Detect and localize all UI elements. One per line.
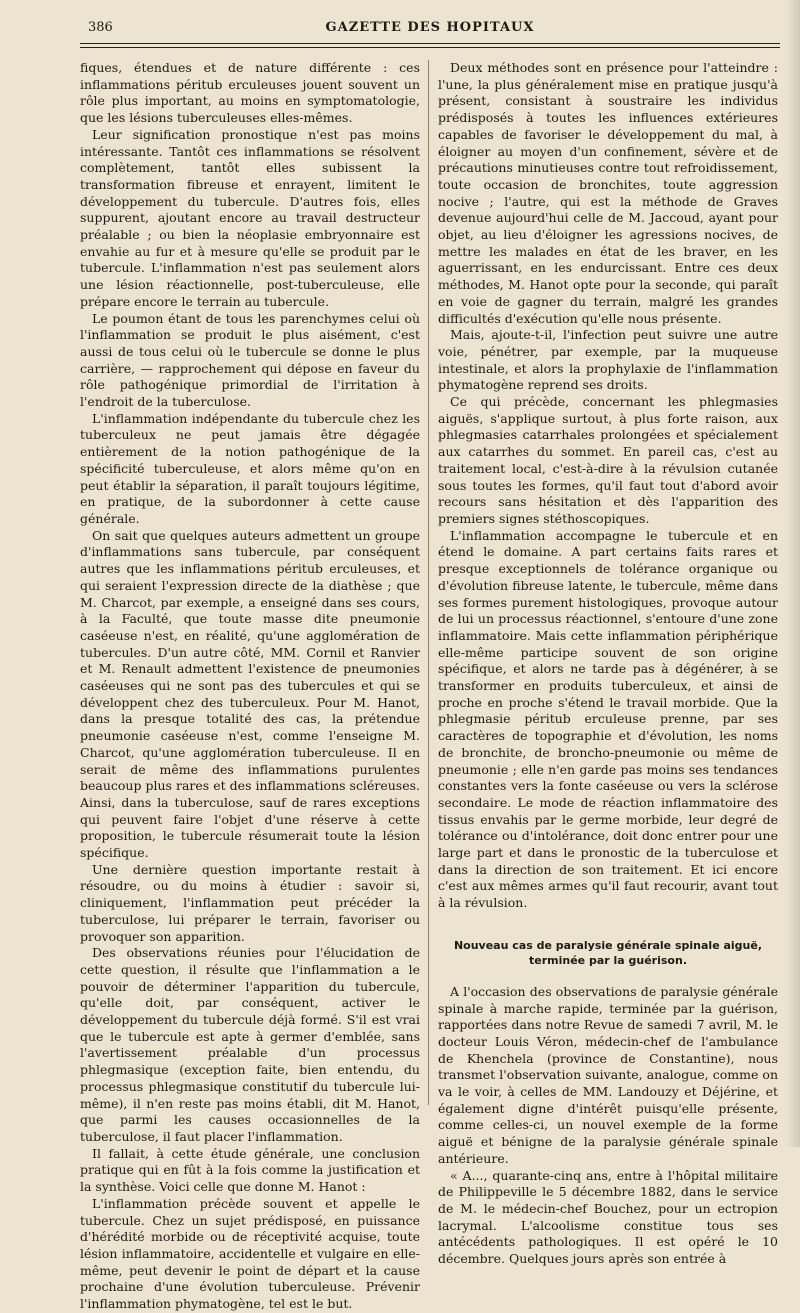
paragraph: Des observations réunies pour l'élucidation de cette question, il résulte que l'inflammation a le pouvoir de déterminer l'apparition du tubercule, qu'elle doit, par conséquent, activer le développement du tubercule déjà formé. S'il est vrai que le tubercule est apte à germer d'emblée, sans l'avertissement préalable d'un processus phlegmasique (exception faite, bien entendu, du processus phlegmasique constitutif du tubercule lui-même), il n'en reste pas moins établi, dit M. Hanot, que parmi les causes occasionnelles de la tuberculose, il faut placer l'inflammation. (80, 945, 420, 1144)
paragraph: fiques, étendues et de nature différente : ces inflammations péritub erculeuses jouent souvent un rôle plus important, au moins en symptomatologie, que les lésions tuberculeuses elles-mêmes. (80, 60, 420, 126)
paragraph: L'inflammation accompagne le tubercule et en étend le domaine. A part certains faits rares et presque exceptionnels de tolérance organique ou d'évolution fibreuse latente, le tubercule, même dans ses formes purement histologiques, provoque autour de lui un processus réactionnel, s'entoure d'une zone inflammatoire. Mais cette inflammation périphérique elle-même participe souvent de son origine spécifique, et alors ne tarde pas à dégénérer, à se transformer en produits tuberculeux, et ainsi de proche en proche s'étend le travail morbide. Que la phlegmasie péritub erculeuse prenne, par ses caractères de topographie et d'évolution, les noms de bronchite, de broncho-pneumonie ou même de pneumonie ; elle n'en garde pas moins ses tendances constantes vers la fonte caséeuse ou vers la sclérose secondaire. Le mode de réaction inflammatoire des tissus envahis par le germe morbide, leur degré de tolérance ou d'intolérance, doit donc entrer pour une large part et dans le pronostic de la tuberculose et dans la direction de son traitement. Et ici encore c'est aux mêmes armes qu'il faut recourir, avant tout à la révulsion. (438, 527, 778, 911)
paragraph: L'inflammation indépendante du tubercule chez les tuberculeux ne peut jamais être dégagée entièrement de la notion pathogénique de la spécificité tuberculeuse, et alors même qu'on en peut établir la séparation, il paraît toujours légitime, en pratique, de la subordonner à cette cause générale. (80, 410, 420, 526)
paragraph: « A..., quarante-cinq ans, entre à l'hôpital militaire de Philippeville le 5 décembre 1882, dans le service de M. le médecin-chef Bouchez, pour un ectropion lacrymal. L'alcoolisme constitue tous ses antécédents pathologiques. Il est opéré le 10 décembre. Quelques jours après son entrée à (438, 1167, 778, 1267)
page-number: 386 (88, 20, 113, 35)
paragraph: Le poumon étant de tous les parenchymes celui où l'inflammation se produit le plus aisément, c'est aussi de tous celui où le tubercule se donne le plus carrière, — rapprochement qui dépose en faveur du rôle pathogénique primordial de l'irritation à l'endroit de la tuberculose. (80, 310, 420, 410)
paragraph: Il fallait, à cette étude générale, une conclusion pratique qui en fût à la fois comme la justification et la synthèse. Voici celle que donne M. Hanot : (80, 1145, 420, 1195)
header-rule-bottom (80, 47, 780, 48)
paragraph: Leur signification pronostique n'est pas moins intéressante. Tantôt ces inflammations se résolvent complètement, tantôt elles subissent la transformation fibreuse et enrayent, limitent le développement du tubercule. D'autres fois, elles suppurent, ajoutant encore au travail destructeur préalable ; ou bien la néoplasie embryonnaire est envahie au fur et à mesure qu'elle se produit par le tubercule. L'inflammation n'est pas seulement alors une lésion réactionnelle, post-tuberculeuse, elle prépare encore le terrain au tubercule. (80, 126, 420, 309)
page-edge-shadow (786, 0, 800, 1147)
journal-title: GAZETTE DES HOPITAUX (325, 20, 535, 35)
paragraph: Une dernière question importante restait à résoudre, ou du moins à étudier : savoir si, cliniquement, l'inflammation peut précéder la tuberculose, lui préparer le terrain, favoriser ou provoquer son apparition. (80, 861, 420, 944)
paragraph: Mais, ajoute-t-il, l'infection peut suivre une autre voie, pénétrer, par exemple, par la muqueuse intestinale, et alors la prophylaxie de l'inflammation phymatogène reprend ses droits. (438, 327, 778, 393)
paragraph: Ce qui précède, concernant les phlegmasies aiguës, s'applique surtout, à plus forte raison, aux phlegmasies catarrhales prolongées et spécialement aux catarrhes du sommet. En pareil cas, c'est au traitement local, c'est-à-dire à la révulsion cutanée sous toutes les formes, qu'il faut tout d'abord avoir recours sans hésitation et dès l'apparition des premiers signes stéthoscopiques. (438, 394, 778, 526)
page-header (80, 18, 780, 40)
section-title: Nouveau cas de paralysie générale spinale aiguë, terminée par la guérison. (453, 938, 763, 967)
paragraph: On sait que quelques auteurs admettent un groupe d'inflammations sans tubercule, par conséquent autres que les inflammations péritub erculeuses, et qui seraient l'expression directe de la diathèse ; que M. Charcot, par exemple, a enseigné dans ses cours, à la Faculté, que toute masse dite pneumonie caséeuse n'est, en réalité, qu'une agglomération de tubercules. D'un autre côté, MM. Cornil et Ranvier et M. Renault admettent l'existence de pneumonies caséeuses qui ne sont pas des tubercules et qui se développent chez des tuberculeux. Pour M. Hanot, dans la presque totalité des cas, la prétendue pneumonie caséeuse n'est, comme l'enseigne M. Charcot, qu'une agglomération tuberculeuse. Il en serait de même des inflammations purulentes beaucoup plus rares et des inflammations scléreuses. Ainsi, dans la tuberculose, sauf de rares exceptions qui peuvent faire l'objet d'une réserve à cette proposition, le tubercule résumerait toute la lésion spécifique. (80, 527, 420, 861)
left-column (80, 60, 420, 1313)
header-rule-top (80, 43, 780, 44)
paragraph: A l'occasion des observations de paralysie générale spinale à marche rapide, terminée par la guérison, rapportées dans notre Revue de samedi 7 avril, M. le docteur Louis Véron, médecin-chef de l'ambulance de Khenchela (province de Constantine), nous transmet l'observation suivante, analogue, comme on va le voir, à celles de MM. Landouzy et Déjérine, et également digne d'intérêt puisqu'elle présente, comme celles-ci, un nouvel exemple de la forme aiguë et bénigne de la paralysie générale spinale antérieure. (438, 983, 778, 1166)
paragraph: Deux méthodes sont en présence pour l'atteindre : l'une, la plus généralement mise en pratique jusqu'à présent, consistant à soustraire les individus prédisposés à toutes les influences extérieures capables de favoriser le développement du mal, à éloigner au moyen d'un confinement, sévère et de précautions minutieuses contre tout refroidissement, toute occasion de bronchites, toute aggression nocive ; l'autre, qui est la méthode de Graves devenue aujourd'hui celle de M. Jaccoud, ayant pour objet, au lieu d'éloigner les agressions nocives, de mettre les malades en état de les braver, en les aguerrissant, en les endurcissant. Entre ces deux méthodes, M. Hanot opte pour la seconde, qui paraît en voie de gagner du terrain, malgré les grandes difficultés d'exécution qu'elle nous présente. (438, 60, 778, 326)
paragraph: L'inflammation précède souvent et appelle le tubercule. Chez un sujet prédisposé, en puissance d'hérédité morbide ou de réceptivité acquise, toute lésion inflammatoire, accidentelle et vulgaire en elle-même, peut devenir le point de départ et la cause prochaine d'une évolution tuberculeuse. Prévenir l'inflammation phymatogène, tel est le but. (80, 1195, 420, 1312)
column-divider (428, 60, 429, 1105)
right-column (438, 60, 778, 1268)
